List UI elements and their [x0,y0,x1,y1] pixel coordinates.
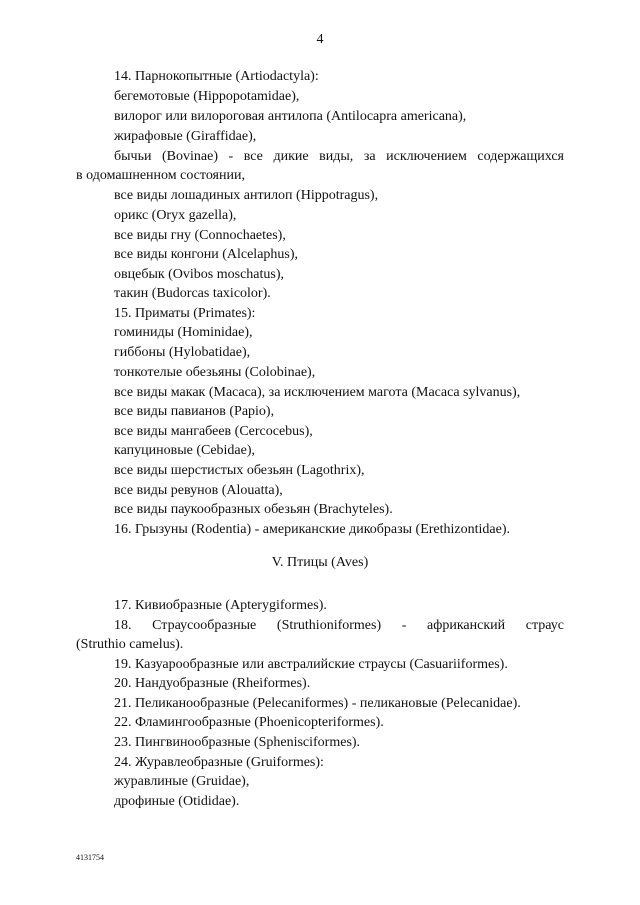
list-item: все виды мангабеев (Cercocebus), [114,424,313,439]
document-id: 4131754 [76,853,104,862]
list-item: такин (Budorcas taxicolor). [114,286,271,301]
list-item: в одомашненном состоянии, [76,168,245,183]
list-item: гиббоны (Hylobatidae), [114,345,251,360]
list-item: 18. Страусообразные (Struthioniformes) - африканский страус [114,618,564,633]
list-item: дрофиные (Otididae). [114,794,240,809]
list-item: гоминиды (Hominidae), [114,325,253,340]
list-item: 20. Нандуобразные (Rheiformes). [114,676,311,691]
list-item: 16. Грызуны (Rodentia) - американские дикобразы (Erethizontidae). [114,522,511,537]
list-item: 14. Парнокопытные (Artiodactyla): [114,69,319,84]
list-item: все виды гну (Connochaetes), [114,228,286,243]
list-item: все виды шерстистых обезьян (Lagothrix), [114,463,365,478]
list-item: бычьи (Bovinae) - все дикие виды, за исключением содержащихся [114,149,564,164]
list-item: 23. Пингвинообразные (Sphenisciformes). [114,735,361,750]
page-number: 4 [316,32,324,47]
list-item: 17. Кивиобразные (Apterygiformes). [114,598,327,613]
list-item: бегемотовые (Hippopotamidae), [114,89,300,104]
list-item: 22. Фламингообразные (Phoenicopteriformes). [114,715,384,730]
list-item: орикс (Oryx gazella), [114,208,237,223]
list-item: 24. Журавлеобразные (Gruiformes): [114,755,324,770]
list-item: вилорог или вилороговая антилопа (Antilocapra americana), [114,109,467,124]
list-item: овцебык (Ovibos moschatus), [114,267,285,282]
list-item: все виды паукообразных обезьян (Brachyteles). [114,502,393,517]
list-item: все виды ревунов (Alouatta), [114,483,283,498]
list-item: все виды лошадиных антилоп (Hippotragus), [114,188,379,203]
list-item: 19. Казуарообразные или австралийские страусы (Casuariiformes). [114,657,508,672]
list-item: капуциновые (Cebidae), [114,443,256,458]
list-item: все виды макак (Macaca), за исключением магота (Macaca sylvanus), [114,385,521,400]
list-item: 21. Пеликанообразные (Pelecaniformes) - пеликановые (Pelecanidae). [114,696,521,711]
list-item: жирафовые (Giraffidae), [114,129,257,144]
list-item: (Struthio camelus). [76,637,184,652]
list-item: журавлиные (Gruidae), [114,774,250,789]
list-item: все виды конгони (Alcelaphus), [114,247,299,262]
list-item: все виды павианов (Papio), [114,404,275,419]
section-heading: V. Птицы (Aves) [271,555,369,570]
list-item: тонкотелые обезьяны (Colobinae), [114,365,316,380]
list-item: 15. Приматы (Primates): [114,306,256,321]
